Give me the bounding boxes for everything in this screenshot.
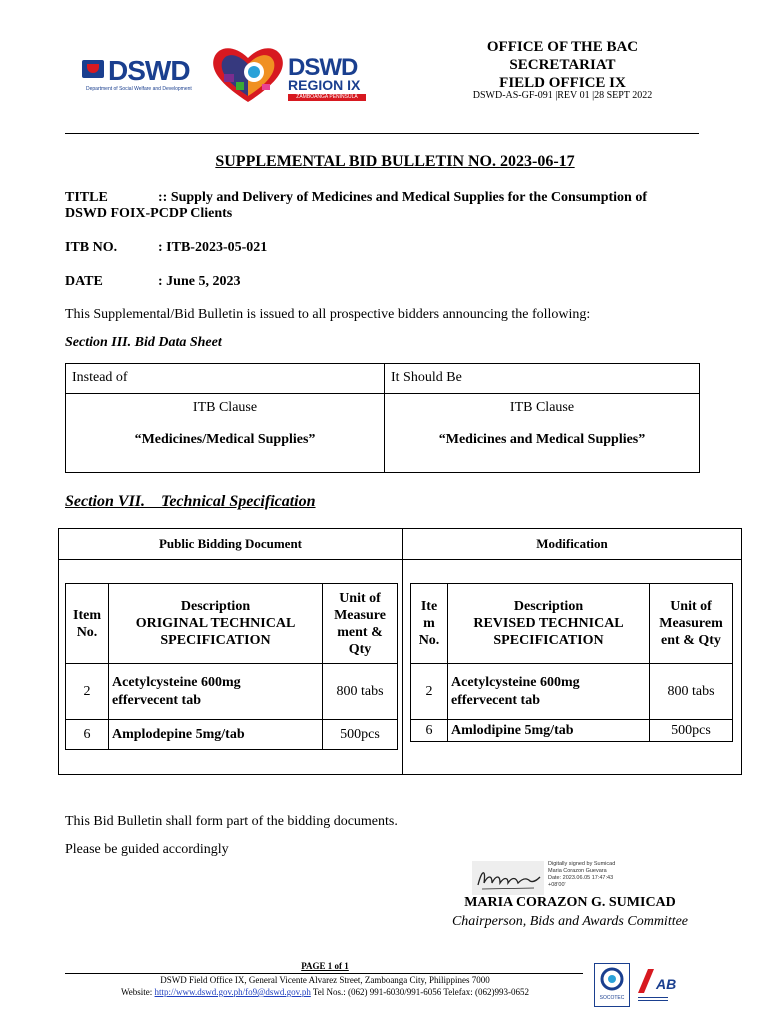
rev-row2-item: 6 xyxy=(411,720,448,742)
rev-row1-qty: 800 tabs xyxy=(650,664,733,720)
section7-heading: Section VII. Technical Specification xyxy=(65,493,316,510)
instead-of-value: “Medicines/Medical Supplies” xyxy=(134,432,316,447)
closing-line2: Please be guided accordingly xyxy=(65,842,229,857)
orig-row1-desc: Acetylcysteine 600mg effervecent tab xyxy=(109,664,323,720)
dswd-region-logo xyxy=(210,44,366,106)
section3-heading: Section III. Bid Data Sheet xyxy=(65,335,222,350)
revised-spec-table xyxy=(410,583,733,742)
left-frame-header: Public Bidding Document xyxy=(158,536,303,551)
right-frame-header: Modification xyxy=(536,536,608,551)
socotec-certification-icon xyxy=(594,963,630,1007)
dswd-logo-text: DSWD xyxy=(108,55,190,86)
itb-value: : ITB-2023-05-021 xyxy=(158,240,268,255)
tech-spec-frame xyxy=(58,528,742,775)
orig-row2-item: 6 xyxy=(66,720,109,750)
original-spec-table xyxy=(65,583,398,750)
region-logo-bar: ZAMBOANGA PENINSULA xyxy=(288,94,366,101)
date-label: DATE xyxy=(65,274,103,289)
should-be-clause: ITB Clause xyxy=(509,400,575,415)
table-row xyxy=(411,664,733,720)
rev-col-item: Ite m No. xyxy=(411,584,448,664)
signatory-name: MARIA CORAZON G. SUMICAD xyxy=(464,895,676,910)
orig-col-desc: Description ORIGINAL TECHNICAL SPECIFICATION xyxy=(109,584,323,664)
region-heart-icon xyxy=(210,44,286,106)
date-value: : June 5, 2023 xyxy=(158,274,241,289)
svg-text:SOCOTEC: SOCOTEC xyxy=(599,995,625,1001)
closing-line1: This Bid Bulletin shall form part of the bidding documents. xyxy=(65,814,398,829)
rev-row1-item: 2 xyxy=(411,664,448,720)
table-row xyxy=(66,664,398,720)
rev-row2-qty: 500pcs xyxy=(650,720,733,742)
dswd-logo xyxy=(82,56,200,96)
should-be-value: “Medicines and Medical Supplies” xyxy=(438,432,646,447)
title-label: TITLE xyxy=(65,190,108,205)
dswd-emblem-icon xyxy=(82,60,104,78)
website-link[interactable]: http://www.dswd.gov.ph/fo9@dswd.gov.ph xyxy=(154,987,311,997)
table-row xyxy=(66,720,398,750)
orig-col-qty: Unit of Measure ment & Qty xyxy=(323,584,398,664)
form-code: DSWD-AS-GF-091 |REV 01 |28 SEPT 2022 xyxy=(472,90,653,101)
rev-col-desc: Description REVISED TECHNICAL SPECIFICATION xyxy=(448,584,650,664)
orig-row1-qty: 800 tabs xyxy=(323,664,398,720)
instead-of-header: Instead of xyxy=(66,364,385,394)
title-value-line2: DSWD FOIX-PCDP Clients xyxy=(65,206,233,221)
orig-row1-item: 2 xyxy=(66,664,109,720)
rev-row1-desc: Acetylcysteine 600mg effervecent tab xyxy=(448,664,650,720)
orig-row2-desc: Amplodepine 5mg/tab xyxy=(109,720,323,750)
footer-divider xyxy=(65,973,583,974)
office-heading xyxy=(400,38,725,92)
office-line3: FIELD OFFICE IX xyxy=(499,75,626,91)
instead-of-clause: ITB Clause xyxy=(192,400,258,415)
region-logo-text: DSWD xyxy=(288,54,358,81)
instead-of-cell xyxy=(66,394,385,473)
intro-text: This Supplemental/Bid Bulletin is issued to all prospective bidders announcing the following: xyxy=(65,307,591,322)
digital-signature-stamp: Digitally signed by Sumicad Maria Corazon Guevara Date: 2023.06.05 17:47:43 +08'00' xyxy=(548,861,616,888)
rev-row2-desc: Amlodipine 5mg/tab xyxy=(448,720,650,742)
frame-divider xyxy=(402,529,403,774)
signatory-role: Chairperson, Bids and Awards Committee xyxy=(451,914,689,929)
itb-label: ITB NO. xyxy=(65,240,118,255)
orig-row2-qty: 500pcs xyxy=(323,720,398,750)
bulletin-title: SUPPLEMENTAL BID BULLETIN NO. 2023-06-17 xyxy=(215,153,575,170)
svg-text:AB: AB xyxy=(656,976,677,992)
should-be-header: It Should Be xyxy=(385,364,700,394)
office-line1: OFFICE OF THE BAC xyxy=(486,39,639,55)
page-number: PAGE 1 of 1 xyxy=(301,961,349,971)
table-row xyxy=(411,720,733,742)
bid-data-sheet-table xyxy=(65,363,700,473)
handwritten-signature-icon xyxy=(472,861,544,895)
title-value-line1: :: Supply and Delivery of Medicines and Medical Supplies for the Consumption of xyxy=(158,190,648,205)
frame-header-divider xyxy=(59,559,741,560)
region-logo-subtitle: REGION IX xyxy=(288,77,361,93)
dswd-logo-subtitle: Department of Social Welfare and Development xyxy=(86,86,192,92)
header-divider xyxy=(65,133,699,134)
orig-col-item: Item No. xyxy=(66,584,109,664)
footer-contacts: Website: http://www.dswd.gov.ph/fo9@dswd.gov.ph Tel Nos.: (062) 991-6030/991-6056 Telefax: (062)993-0652 xyxy=(121,987,529,997)
footer-address: DSWD Field Office IX, General Vicente Alvarez Street, Zamboanga City, Philippines 7000 xyxy=(160,975,490,985)
should-be-cell xyxy=(385,394,700,473)
rev-col-qty: Unit of Measurem ent & Qty xyxy=(650,584,733,664)
accreditation-icon xyxy=(634,963,677,1007)
office-line2: SECRETARIAT xyxy=(509,57,616,73)
